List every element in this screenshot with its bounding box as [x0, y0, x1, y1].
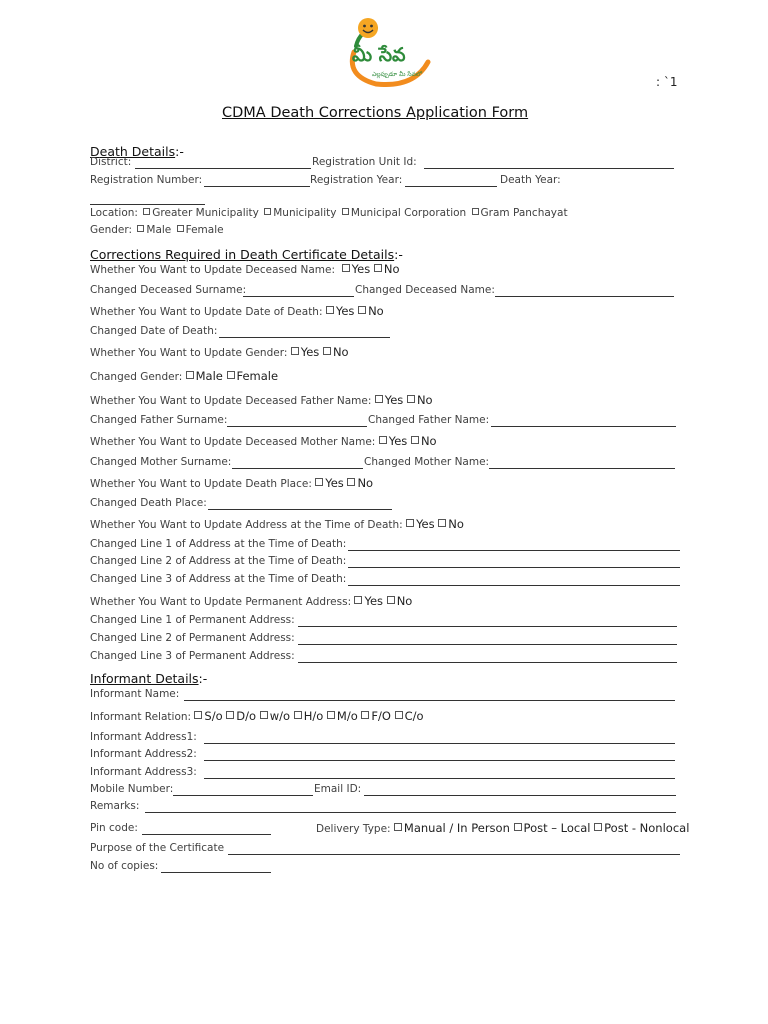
checkbox[interactable]: [327, 711, 335, 719]
changed-gender-row: Changed Gender: Male Female: [90, 369, 279, 383]
address-line1-label: Changed Line 1 of Address at the Time of Death:: [90, 538, 347, 550]
address-line1-field[interactable]: [348, 550, 680, 551]
email-field[interactable]: [364, 795, 676, 796]
changed-place-label: Changed Death Place:: [90, 497, 207, 509]
permanent-line2-label: Changed Line 2 of Permanent Address:: [90, 632, 295, 644]
checkbox[interactable]: [137, 225, 144, 232]
remarks-field[interactable]: [145, 812, 676, 813]
male-checkbox[interactable]: [186, 371, 194, 379]
informant-name-field[interactable]: [184, 700, 675, 701]
informant-address1-label: Informant Address1:: [90, 731, 197, 743]
checkbox[interactable]: [395, 711, 403, 719]
informant-address3-label: Informant Address3:: [90, 766, 197, 778]
yes-checkbox[interactable]: [379, 436, 387, 444]
checkbox[interactable]: [361, 711, 369, 719]
address-line3-label: Changed Line 3 of Address at the Time of Death:: [90, 573, 347, 585]
changed-date-label: Changed Date of Death:: [90, 325, 218, 337]
copies-label: No of copies:: [90, 860, 159, 872]
changed-father-name-label: Changed Father Name:: [368, 414, 490, 426]
section-corrections: Corrections Required in Death Certificate Details:-: [90, 247, 403, 262]
page-ref: : `1: [656, 75, 678, 89]
no-checkbox[interactable]: [347, 478, 355, 486]
location-option: Gram Panchayat: [480, 207, 568, 219]
no-checkbox[interactable]: [411, 436, 419, 444]
purpose-field[interactable]: [228, 854, 680, 855]
q-date-of-death: Whether You Want to Update Date of Death: Yes No: [90, 304, 384, 318]
registration-year-label: Registration Year:: [310, 174, 403, 186]
informant-name-label: Informant Name:: [90, 688, 180, 700]
informant-address2-field[interactable]: [204, 760, 675, 761]
changed-name-field[interactable]: [495, 296, 674, 297]
permanent-line1-field[interactable]: [298, 626, 677, 627]
q-death-place: Whether You Want to Update Death Place: Yes No: [90, 476, 374, 490]
pin-code-field[interactable]: [142, 834, 271, 835]
changed-surname-field[interactable]: [243, 296, 354, 297]
permanent-line3-label: Changed Line 3 of Permanent Address:: [90, 650, 295, 662]
copies-field[interactable]: [161, 872, 271, 873]
changed-mother-name-field[interactable]: [489, 468, 675, 469]
registration-number-field[interactable]: [204, 186, 310, 187]
meeseva-logo: [336, 14, 436, 92]
q-permanent-address: Whether You Want to Update Permanent Address: Yes No: [90, 594, 413, 608]
changed-father-surname-field[interactable]: [227, 426, 367, 427]
registration-number-label: Registration Number:: [90, 174, 203, 186]
changed-mother-surname-field[interactable]: [232, 468, 363, 469]
location-option: Municipality: [273, 207, 337, 219]
informant-address2-label: Informant Address2:: [90, 748, 197, 760]
changed-father-surname-label: Changed Father Surname:: [90, 414, 228, 426]
logo-text: మీ సేవ: [352, 44, 406, 66]
q-father-name: Whether You Want to Update Deceased Father Name: Yes No: [90, 393, 433, 407]
checkbox[interactable]: [594, 823, 602, 831]
no-checkbox[interactable]: [387, 596, 395, 604]
pin-code-label: Pin code:: [90, 822, 138, 834]
no-checkbox[interactable]: [358, 306, 366, 314]
location-row: Location: Greater Municipality Municipality Municipal Corporation Gram Panchayat: [90, 207, 568, 219]
mobile-field[interactable]: [173, 795, 313, 796]
q-gender: Whether You Want to Update Gender: Yes No: [90, 345, 349, 359]
location-option: Greater Municipality: [152, 207, 259, 219]
changed-mother-surname-label: Changed Mother Surname:: [90, 456, 232, 468]
registration-unit-field[interactable]: [424, 168, 674, 169]
email-label: Email ID:: [314, 783, 362, 795]
yes-checkbox[interactable]: [354, 596, 362, 604]
yes-checkbox[interactable]: [326, 306, 334, 314]
checkbox[interactable]: [294, 711, 302, 719]
district-field[interactable]: [135, 168, 311, 169]
form-title: CDMA Death Corrections Application Form: [222, 105, 529, 121]
death-year-label: Death Year:: [500, 174, 561, 186]
changed-mother-name-label: Changed Mother Name:: [364, 456, 490, 468]
checkbox[interactable]: [472, 208, 479, 215]
yes-checkbox[interactable]: [315, 478, 323, 486]
checkbox[interactable]: [226, 711, 234, 719]
permanent-line3-field[interactable]: [298, 662, 677, 663]
changed-place-field[interactable]: [208, 509, 392, 510]
address-line2-label: Changed Line 2 of Address at the Time of Death:: [90, 555, 347, 567]
yes-checkbox[interactable]: [291, 347, 299, 355]
remarks-label: Remarks:: [90, 800, 140, 812]
section-informant: Informant Details:-: [90, 671, 208, 686]
checkbox[interactable]: [143, 208, 150, 215]
no-checkbox[interactable]: [407, 395, 415, 403]
mobile-label: Mobile Number:: [90, 783, 174, 795]
registration-year-field[interactable]: [405, 186, 497, 187]
no-checkbox[interactable]: [323, 347, 331, 355]
changed-date-field[interactable]: [219, 337, 390, 338]
informant-relation-row: Informant Relation: S/o D/o w/o H/o M/o F/O C/o: [90, 709, 424, 723]
yes-checkbox[interactable]: [375, 395, 383, 403]
yes-checkbox[interactable]: [406, 519, 414, 527]
no-checkbox[interactable]: [374, 264, 382, 272]
q-deceased-name: Whether You Want to Update Deceased Name: Yes No: [90, 262, 400, 276]
address-line3-field[interactable]: [348, 585, 680, 586]
checkbox[interactable]: [264, 208, 271, 215]
no-checkbox[interactable]: [438, 519, 446, 527]
death-year-field[interactable]: [90, 204, 205, 205]
delivery-type-row: Delivery Type: Manual / In Person Post – Local Post - Nonlocal: [316, 821, 690, 835]
checkbox[interactable]: [260, 711, 268, 719]
gender-row: Gender: Male Female: [90, 224, 224, 236]
checkbox[interactable]: [194, 711, 202, 719]
permanent-line1-label: Changed Line 1 of Permanent Address:: [90, 614, 295, 626]
district-label: District:: [90, 156, 132, 168]
registration-unit-label: Registration Unit Id:: [312, 156, 417, 168]
q-mother-name: Whether You Want to Update Deceased Mother Name: Yes No: [90, 434, 437, 448]
female-checkbox[interactable]: [227, 371, 235, 379]
changed-father-name-field[interactable]: [491, 426, 676, 427]
informant-address1-field[interactable]: [204, 743, 675, 744]
q-address-at-death: Whether You Want to Update Address at the Time of Death: Yes No: [90, 517, 464, 531]
purpose-label: Purpose of the Certificate: [90, 842, 225, 854]
permanent-line2-field[interactable]: [298, 644, 677, 645]
checkbox[interactable]: [394, 823, 402, 831]
location-option: Municipal Corporation: [350, 207, 467, 219]
checkbox[interactable]: [342, 208, 349, 215]
yes-checkbox[interactable]: [342, 264, 350, 272]
changed-name-label: Changed Deceased Name:: [355, 284, 495, 296]
address-line2-field[interactable]: [348, 567, 680, 568]
informant-address3-field[interactable]: [204, 778, 675, 779]
checkbox[interactable]: [514, 823, 522, 831]
checkbox[interactable]: [177, 225, 184, 232]
logo-tagline: ఎల్లప్పుడూ మీ సేవలో: [372, 71, 423, 78]
changed-surname-label: Changed Deceased Surname:: [90, 284, 247, 296]
section-death-details: Death Details:-: [90, 144, 184, 159]
